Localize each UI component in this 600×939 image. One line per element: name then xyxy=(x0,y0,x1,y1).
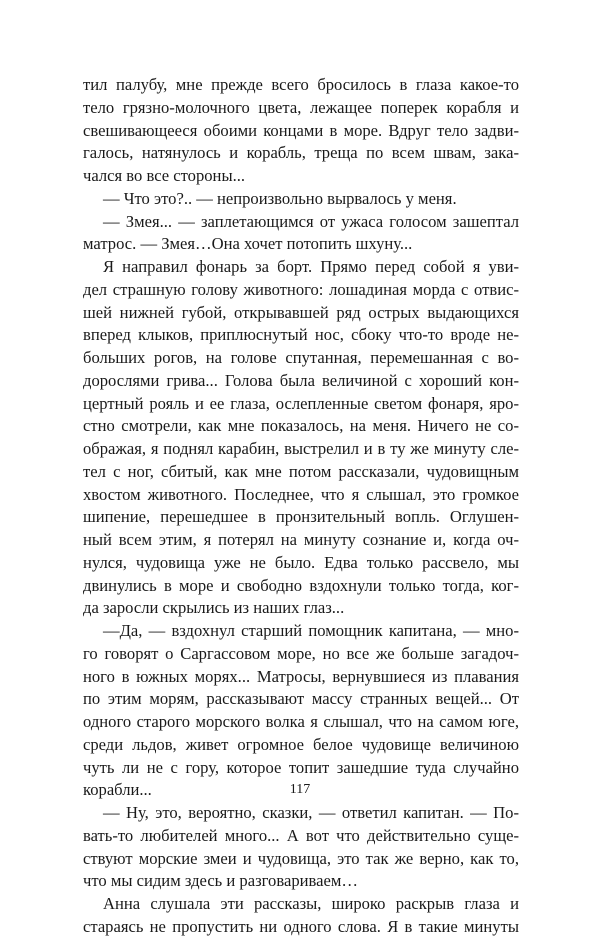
text-line: вать-то любителей много... А вот что действительно суще- xyxy=(83,825,519,845)
text-line: дорослями грива... Голова была величиной с хороший кон- xyxy=(83,370,519,390)
text-line: чуть ли не с гору, которое топит зашедшие туда случайно xyxy=(83,757,519,777)
text-line: ный всем этим, я потерял на минуту сознание и, когда оч- xyxy=(83,530,519,549)
text-line: ного в южных морях... Матросы, вернувшиеся из плавания xyxy=(83,666,519,686)
text-line: тил палубу, мне прежде всего бросилось в глаза какое-то xyxy=(83,75,519,94)
text-line: что мы сидим здесь и разговариваем… xyxy=(83,871,358,891)
body-text xyxy=(83,74,519,939)
text-line: ображая, я поднял карабин, выстрелил и в ту же минуту сле- xyxy=(83,439,519,458)
text-line: вперед клыков, приплюснутый нос, сбоку что-то вроде не- xyxy=(83,325,519,345)
text-line: тело грязно-молочного цвета, лежащее поперек корабля и xyxy=(83,97,519,117)
text-line: шей нижней губой, открывавшей ряд острых выдающихся xyxy=(83,302,519,322)
text-line: — Ну, это, вероятно, сказки, — ответил капитан. — По- xyxy=(103,803,519,822)
text-line: цертный рояль и ее глаза, ослепленные светом фонаря, яро- xyxy=(83,393,519,413)
text-line: го говорят о Саргассовом море, но все же больше загадоч- xyxy=(83,643,519,663)
text-line: одного старого морского волка я слышал, что на самом юге, xyxy=(83,712,519,731)
text-line: среди льдов, живет огромное белое чудовище величиною xyxy=(83,734,519,754)
text-line: ствуют морские змеи и чудовища, это так же верно, как то, xyxy=(83,848,519,868)
text-line: да заросли скрылись из наших глаз... xyxy=(83,598,345,618)
text-line: тел с ног, сбитый, как мне потом рассказали, чудовищным xyxy=(83,461,519,481)
text-line: — Змея... — заплетающимся от ужаса голосом зашептал xyxy=(103,211,519,231)
text-line: шипение, перешедшее в пронзительный вопль. Оглушен- xyxy=(83,507,519,527)
text-line: двинулись в море и свободно вздохнули только тогда, ког- xyxy=(83,575,519,595)
text-line: стараясь не пропустить ни одного слова. Я в такие минуты xyxy=(83,916,519,936)
text-line: по этим морям, рассказывают массу странных вещей... От xyxy=(83,689,519,709)
text-line: Я направил фонарь за борт. Прямо перед собой я уви- xyxy=(103,257,519,276)
text-line: чался во все стороны... xyxy=(83,166,246,185)
text-line: больших рогов, на голове спутанная, перемешанная с во- xyxy=(83,348,519,367)
text-line: матрос. — Змея…Она хочет потопить шхуну... xyxy=(83,234,413,254)
text-line: свешивающееся обоими концами в море. Вдруг тело задви- xyxy=(83,120,519,140)
text-line: хвостом животного. Последнее, что я слышал, это громкое xyxy=(83,484,519,504)
text-line: стно смотрели, как мне показалось, на меня. Ничего не со- xyxy=(83,416,519,436)
text-line: —Да, — вздохнул старший помощник капитана, — мно- xyxy=(103,621,519,640)
text-line: дел страшную голову животного: лошадиная морда с отвис- xyxy=(83,279,519,299)
text-line: корабли... xyxy=(83,780,152,800)
page-number: 117 xyxy=(289,782,311,797)
text-line: Анна слушала эти рассказы, широко раскрыв глаза и xyxy=(103,894,519,913)
text-line: нулся, чудовища уже не было. Едва только рассвело, мы xyxy=(83,552,519,572)
text-line: — Что это?.. — непроизвольно вырвалось у меня. xyxy=(103,188,457,208)
text-line: галось, натянулось и корабль, треща по всем швам, зака- xyxy=(83,143,519,163)
